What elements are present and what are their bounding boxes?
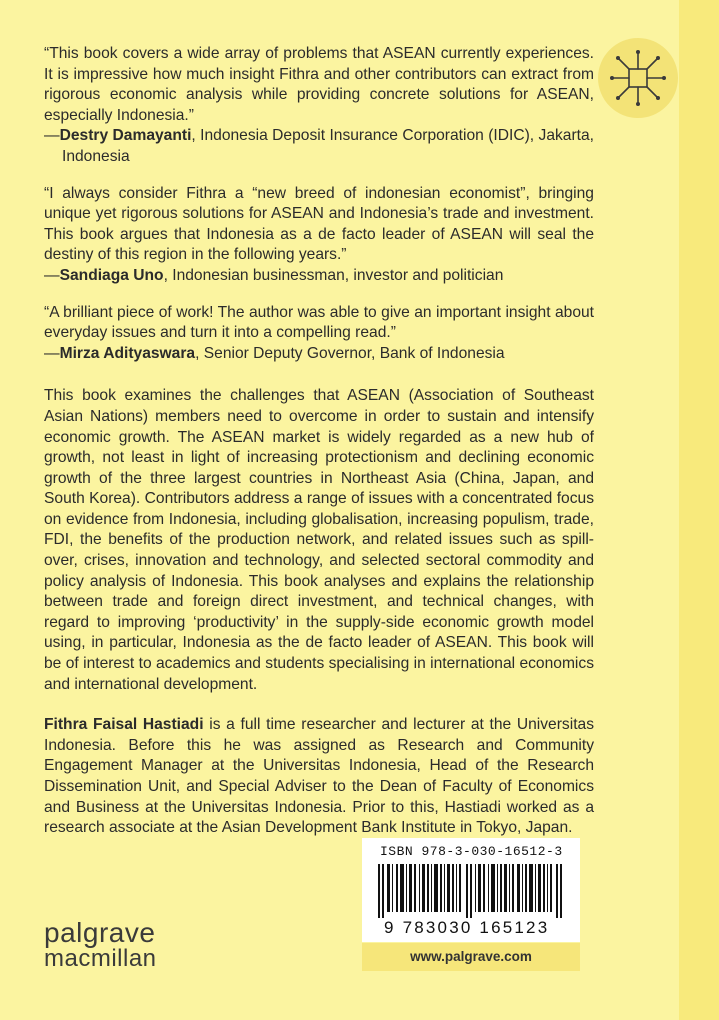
quote-attribution	[44, 126, 594, 167]
quote-text: “I always consider Fithra a “new breed of indonesian economist”, bringing unique yet rigorous solutions for ASEAN and Indonesia’s trade and investment. This book argues that Indonesia as a de facto leader of ASEAN will seal the destiny of this region in the following years.”	[44, 184, 594, 264]
dash: —	[44, 127, 60, 145]
quote-attribution	[44, 266, 594, 287]
description-text: This book examines the challenges that ASEAN (Association of Southeast Asian Nations) members need to overcome in order to sustain and intensify economic growth. The ASEAN market is widely regarded as a new hub of growth, not least in light of increasing protectionism and declining economic growth of the three largest countries in Northeast Asia (China, Japan, and South Korea). Contributors address a range of issues with a concentrated focus on evidence from Indonesia, including globalisation, increasing populism, trade, FDI, the benefits of the production network, and related issues such as spill-over, crises, innovation and technology, and selected sectoral commodity and policy analysis of Indonesia. This book analyses and explains the relationship between trade and foreign direct investment, and technical changes, with regard to improving ‘productivity’ in the supply-side economic growth model using, in particular, Indonesia as the de facto leader of ASEAN. This book will be of interest to academics and students specialising in international economics and international development.	[44, 387, 594, 693]
quote-author-name: Sandiaga Uno	[59, 266, 164, 284]
quote-text: “This book covers a wide array of problems that ASEAN currently experiences. It is impressive how much insight Fithra and other contributors can extract from rigorous economic analysis while providing concrete solutions for ASEAN, especially Indonesia.”	[44, 45, 594, 124]
barcode-bars	[378, 864, 564, 918]
quote-text: “A brilliant piece of work! The author was able to give an important insight about everyday issues and turn it into a compelling read.”	[44, 303, 594, 342]
book-description	[44, 386, 594, 695]
isbn-number: ISBN 978-3-030-16512-3	[380, 844, 563, 859]
palgrave-emblem-icon	[598, 38, 678, 118]
author-bio-text: is a full time researcher and lecturer at the Universitas Indonesia. Before this he was assigned as Research and Community Engagement Manager at the Universitas Indonesia, Head of the Research Dissemination Unit, and Special Adviser to the Dean of Faculty of Economics and Business at the Universitas Indonesia. Prior to this, Hastiadi worked as a research associate at the Asian Development Bank Institute in Tokyo, Japan.	[44, 716, 594, 837]
endorsement-quote	[44, 303, 594, 365]
quote-attribution	[44, 344, 594, 365]
publisher-logo-line1: palgrave	[44, 917, 156, 948]
isbn-barcode	[362, 838, 580, 942]
publisher-url: www.palgrave.com	[362, 943, 580, 971]
publisher-logo-line2: macmillan	[44, 945, 157, 972]
quote-author-name: Destry Damayanti	[59, 127, 192, 145]
quote-author-affiliation: , Indonesia Deposit Insurance Corporation (IDIC), Jakarta, Indonesia	[62, 127, 594, 165]
quote-author-affiliation: , Indonesian businessman, investor and politician	[163, 266, 504, 284]
ean-digits: 9 783030 165123	[384, 918, 550, 937]
author-bio-paragraph	[44, 715, 594, 839]
spine-strip	[679, 0, 719, 1020]
quote-author-name: Mirza Adityaswara	[59, 344, 196, 362]
endorsement-quote	[44, 44, 594, 168]
dash: —	[44, 344, 60, 362]
endorsement-quote	[44, 184, 594, 287]
publisher-logo	[44, 917, 157, 972]
author-bio	[44, 715, 594, 839]
author-name: Fithra Faisal Hastiadi	[44, 716, 204, 734]
dash: —	[44, 266, 60, 284]
back-cover-text	[44, 44, 594, 839]
quote-author-affiliation: , Senior Deputy Governor, Bank of Indonesia	[195, 344, 505, 362]
